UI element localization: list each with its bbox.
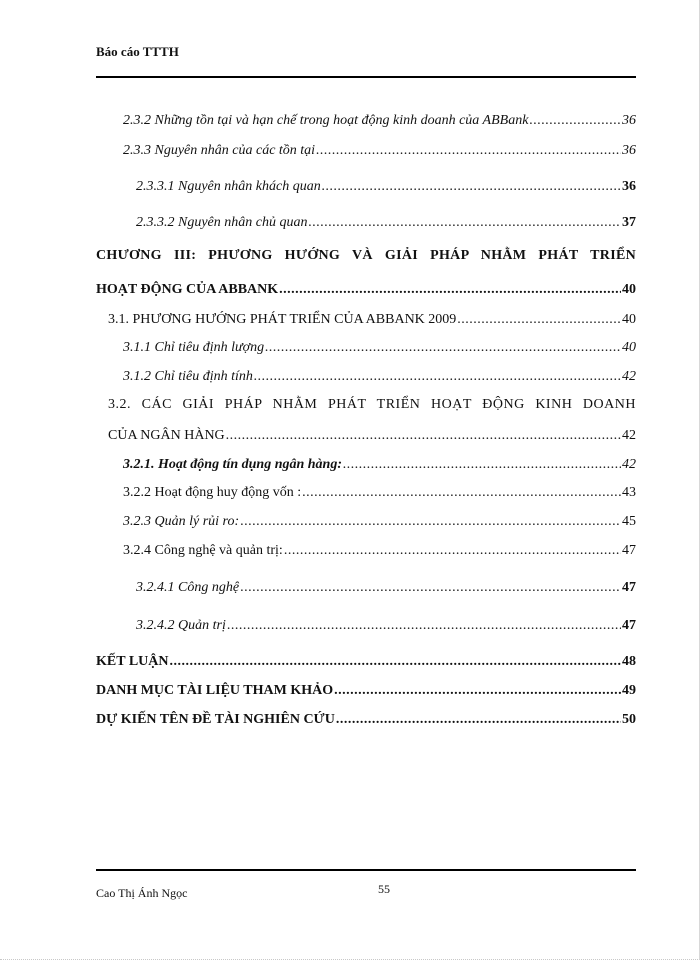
header-title: Báo cáo TTTH [96,44,179,59]
toc-entry-3-2-1[interactable]: 3.2.1. Hoạt động tín dụng ngân hàng: ..... 42 [123,456,636,474]
toc-chapter-3-line2[interactable]: HOẠT ĐỘNG CỦA ABBANK ..... 40 [96,281,636,299]
footer-page-number: 55 [378,882,390,896]
toc-entry-3-2-2[interactable]: 3.2.2 Hoạt động huy động vốn : ..... 43 [123,484,636,502]
toc-entry-2-3-3-1[interactable]: 2.3.3.1 Nguyên nhân khách quan ..... 36 [136,178,636,196]
toc-section-3-2-line2[interactable]: CỦA NGÂN HÀNG ..... 42 [108,427,636,445]
toc-section-3-2-line1[interactable]: 3.2. CÁC GIẢI PHÁP NHẰM PHÁT TRIỂN HOẠT ĐỘNG KINH DOANH [108,397,636,412]
toc-entry-2-3-3-2[interactable]: 2.3.3.2 Nguyên nhân chủ quan ..... 37 [136,214,636,232]
toc-entry-2-3-2[interactable]: 2.3.2 Những tồn tại và hạn chế trong hoạt động kinh doanh của ABBank ..... 36 [123,112,636,130]
toc-entry-2-3-3[interactable]: 2.3.3 Nguyên nhân của các tồn tại ..... 36 [123,142,636,160]
footer-author: Cao Thị Ánh Ngọc [96,886,188,900]
toc-entry-proposed-topic[interactable]: DỰ KIẾN TÊN ĐỀ TÀI NGHIÊN CỨU ..... 50 [96,711,636,729]
toc-entry-3-2-4-1[interactable]: 3.2.4.1 Công nghệ ..... 47 [136,579,636,597]
toc-entry-conclusion[interactable]: KẾT LUẬN ..... 48 [96,653,636,671]
toc-entry-3-1-1[interactable]: 3.1.1 Chỉ tiêu định lượng ..... 40 [123,339,636,357]
toc-entry-3-2-3[interactable]: 3.2.3 Quản lý rủi ro: ..... 45 [123,513,636,531]
footer-rule [96,869,636,871]
toc-chapter-3-line1[interactable]: CHƯƠNG III: PHƯƠNG HƯỚNG VÀ GIẢI PHÁP NHẰM PHÁT TRIỂN [96,248,636,263]
toc-entry-references[interactable]: DANH MỤC TÀI LIỆU THAM KHẢO ..... 49 [96,682,636,700]
toc-entry-3-1[interactable]: 3.1. PHƯƠNG HƯỚNG PHÁT TRIỂN CỦA ABBANK 2009 ..... 40 [108,311,636,329]
toc-entry-3-1-2[interactable]: 3.1.2 Chỉ tiêu định tính ..... 42 [123,368,636,386]
header-rule [96,76,636,78]
toc-entry-3-2-4-2[interactable]: 3.2.4.2 Quản trị ..... 47 [136,617,636,635]
toc-entry-3-2-4[interactable]: 3.2.4 Công nghệ và quản trị: ..... 47 [123,542,636,560]
